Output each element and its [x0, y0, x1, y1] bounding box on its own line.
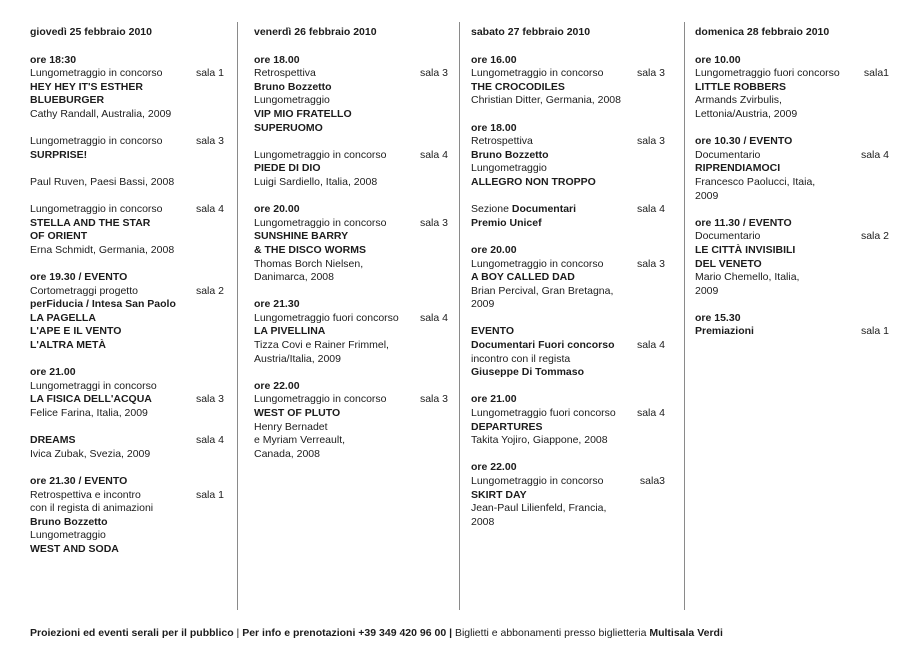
- column-divider: [237, 22, 238, 610]
- schedule-text: Paul Ruven, Paesi Bassi, 2008: [30, 175, 175, 188]
- room-label: sala 4: [419, 311, 448, 324]
- schedule-text: 2009: [471, 298, 495, 311]
- schedule-text: Documentari: [511, 203, 577, 216]
- schedule-text: ore 18.00: [471, 121, 517, 134]
- schedule-line: [30, 176, 226, 190]
- schedule-text: incontro con il regista: [471, 352, 571, 365]
- schedule-line: [254, 421, 450, 435]
- schedule-text: Lungometraggio fuori concorso: [254, 311, 399, 324]
- schedule-line: [30, 312, 226, 326]
- schedule-line: [471, 67, 667, 81]
- footer-separator: |: [446, 627, 455, 639]
- schedule-line: [254, 353, 450, 367]
- schedule-line: [254, 203, 450, 217]
- schedule-text: Premiazioni: [695, 325, 754, 338]
- schedule-line: [471, 393, 667, 407]
- schedule-text: Retrospettiva: [254, 67, 316, 80]
- schedule-text: A BOY CALLED DAD: [471, 271, 575, 284]
- schedule-line: [254, 162, 450, 176]
- schedule-text: L'ALTRA METÀ: [30, 339, 106, 352]
- schedule-line: [471, 421, 667, 435]
- schedule-text: EVENTO: [471, 325, 514, 338]
- schedule-line: [254, 230, 450, 244]
- screening-entry: [695, 217, 891, 299]
- schedule-text: Austria/Italia, 2009: [254, 352, 341, 365]
- schedule-line: [695, 271, 891, 285]
- day-heading: sabato 27 febbraio 2010: [471, 26, 591, 38]
- schedule-line: [471, 325, 667, 339]
- schedule-text: Thomas Borch Nielsen,: [254, 257, 364, 270]
- schedule-line: [471, 94, 667, 108]
- day-column: [471, 26, 667, 543]
- room-label: sala 1: [860, 325, 889, 338]
- schedule-line: [471, 434, 667, 448]
- schedule-text: Bruno Bozzetto: [254, 80, 332, 93]
- screening-entry: [471, 325, 667, 379]
- schedule-line: [695, 162, 891, 176]
- schedule-line: [30, 135, 226, 149]
- footer-tickets: Biglietti e abbonamenti presso biglietteria: [454, 627, 650, 639]
- schedule-text: ore 21.00: [30, 366, 76, 379]
- schedule-line: [30, 81, 226, 95]
- schedule-text: Brian Percival, Gran Bretagna,: [471, 284, 614, 297]
- schedule-line: [471, 149, 667, 163]
- schedule-text: ore 21.00: [471, 393, 517, 406]
- schedule-line: [30, 489, 226, 503]
- room-label: sala 1: [195, 67, 224, 80]
- schedule-text: Lungometraggio: [254, 94, 330, 107]
- schedule-text: SURPRISE!: [30, 148, 88, 161]
- schedule-line: [471, 298, 667, 312]
- schedule-line: [254, 176, 450, 190]
- schedule-line: [254, 312, 450, 326]
- schedule-line: [471, 54, 667, 68]
- schedule-line: [695, 67, 891, 81]
- schedule-text: Bruno Bozzetto: [471, 148, 549, 161]
- schedule-text: SKIRT DAY: [471, 488, 527, 501]
- schedule-line: [471, 244, 667, 258]
- schedule-line: [30, 325, 226, 339]
- schedule-text: Retrospettiva e incontro: [30, 488, 141, 501]
- schedule-text: BLUEBURGER: [30, 94, 105, 107]
- screening-entry: [471, 122, 667, 190]
- day-column: [30, 26, 226, 570]
- room-label: sala 3: [419, 393, 448, 406]
- schedule-line: [471, 339, 667, 353]
- schedule-text: Giuseppe Di Tommaso: [471, 366, 584, 379]
- schedule-text: ore 11.30 / EVENTO: [695, 216, 792, 229]
- screening-entry: [254, 298, 450, 366]
- schedule-line: [471, 475, 667, 489]
- schedule-text: ore 20.00: [471, 243, 517, 256]
- schedule-line: [695, 217, 891, 231]
- schedule-text: ore 20.00: [254, 203, 300, 216]
- schedule-text: Ivica Zubak, Svezia, 2009: [30, 447, 151, 460]
- schedule-line: [30, 434, 226, 448]
- schedule-text: Lungometraggio in concorso: [30, 135, 163, 148]
- room-label: sala 4: [419, 148, 448, 161]
- schedule-text: LA FISICA DELL'ACQUA: [30, 393, 152, 406]
- schedule-text: SUNSHINE BARRY: [254, 230, 349, 243]
- schedule-line: [471, 353, 667, 367]
- screening-entry: [254, 203, 450, 285]
- schedule-line: [30, 502, 226, 516]
- schedule-line: [254, 434, 450, 448]
- schedule-text: perFiducia / Intesa San Paolo: [30, 298, 176, 311]
- schedule-line: [254, 448, 450, 462]
- schedule-text: Cathy Randall, Australia, 2009: [30, 107, 172, 120]
- room-label: sala 4: [636, 339, 665, 352]
- schedule-text: LITTLE ROBBERS: [695, 80, 786, 93]
- room-label: sala 3: [636, 135, 665, 148]
- screening-entry: [695, 135, 891, 203]
- schedule-line: [30, 217, 226, 231]
- schedule-line: [254, 258, 450, 272]
- schedule-text: ore 18:30: [30, 53, 77, 66]
- schedule-text: ore 21.30: [254, 298, 300, 311]
- schedule-line: [254, 122, 450, 136]
- schedule-text: Lungometraggi in concorso: [30, 379, 157, 392]
- schedule-text: Francesco Paolucci, Itaia,: [695, 175, 816, 188]
- schedule-text: Lungometraggio in concorso: [254, 216, 387, 229]
- schedule-text: ore 10.30 / EVENTO: [695, 135, 793, 148]
- schedule-text: Bruno Bozzetto: [30, 515, 108, 528]
- room-label: sala 3: [419, 216, 448, 229]
- schedule-text: ore 15.30: [695, 311, 741, 324]
- schedule-text: Christian Ditter, Germania, 2008: [471, 94, 621, 107]
- room-label: sala 4: [195, 203, 224, 216]
- schedule-line: [30, 339, 226, 353]
- schedule-text: Sezione: [471, 203, 512, 216]
- schedule-line: [471, 366, 667, 380]
- schedule-line: [30, 67, 226, 81]
- schedule-text: Lungometraggio in concorso: [471, 257, 604, 270]
- schedule-text: PIEDE DI DIO: [254, 162, 321, 175]
- screening-entry: [254, 149, 450, 190]
- schedule-text: Canada, 2008: [254, 447, 320, 460]
- schedule-line: [30, 407, 226, 421]
- screening-entry: [30, 366, 226, 420]
- schedule-text: 2008: [471, 515, 495, 528]
- schedule-line: [254, 217, 450, 231]
- schedule-line: [30, 230, 226, 244]
- screening-entry: [471, 461, 667, 529]
- schedule-text: ore 16.00: [471, 53, 517, 66]
- schedule-line: [30, 448, 226, 462]
- schedule-text: Cortometraggi progetto: [30, 284, 138, 297]
- room-label: sala 3: [419, 67, 448, 80]
- schedule-text: VIP MIO FRATELLO: [254, 107, 352, 120]
- schedule-text: STELLA AND THE STAR: [30, 216, 151, 229]
- schedule-text: Premio Unicef: [471, 216, 542, 229]
- schedule-line: [30, 475, 226, 489]
- schedule-line: [695, 135, 891, 149]
- schedule-line: [695, 54, 891, 68]
- schedule-line: [695, 230, 891, 244]
- schedule-text: Henry Bernadet: [254, 420, 328, 433]
- schedule-text: DREAMS: [30, 434, 76, 447]
- schedule-line: [471, 516, 667, 530]
- schedule-text: ore 10.00: [695, 53, 741, 66]
- schedule-text: DEPARTURES: [471, 420, 543, 433]
- schedule-text: 2009: [695, 189, 719, 202]
- schedule-line: [471, 81, 667, 95]
- schedule-line: [695, 312, 891, 326]
- schedule-text: Takita Yojiro, Giappone, 2008: [471, 434, 608, 447]
- screening-entry: [30, 434, 226, 461]
- schedule-line: [695, 176, 891, 190]
- schedule-text: Lungometraggio in concorso: [254, 148, 387, 161]
- room-label: sala 3: [636, 257, 665, 270]
- schedule-line: [471, 489, 667, 503]
- room-label: sala 2: [860, 230, 889, 243]
- footer-venue: Multisala Verdi: [649, 627, 723, 639]
- schedule-text: Armands Zvirbulis,: [695, 94, 782, 107]
- day-heading: domenica 28 febbraio 2010: [695, 26, 830, 38]
- room-label: sala 1: [195, 488, 224, 501]
- schedule-text: & THE DISCO WORMS: [254, 243, 366, 256]
- screening-entry: [471, 393, 667, 447]
- schedule-line: [254, 339, 450, 353]
- schedule-text: ALLEGRO NON TROPPO: [471, 175, 596, 188]
- schedule-line: [30, 298, 226, 312]
- schedule-text: WEST OF PLUTO: [254, 407, 341, 420]
- schedule-text: Documentari Fuori concorso: [471, 339, 615, 352]
- schedule-text: LA PIVELLINA: [254, 325, 326, 338]
- schedule-line: [254, 108, 450, 122]
- schedule-line: [695, 285, 891, 299]
- schedule-line: [254, 298, 450, 312]
- schedule-text: OF ORIENT: [30, 230, 88, 243]
- schedule-text: DEL VENETO: [695, 257, 762, 270]
- schedule-line: [30, 271, 226, 285]
- screening-entry: [471, 203, 667, 230]
- day-column: [695, 26, 891, 353]
- screening-entry: [30, 203, 226, 257]
- schedule-text: HEY HEY IT'S ESTHER: [30, 80, 143, 93]
- screening-entry: [30, 475, 226, 557]
- schedule-line: [471, 502, 667, 516]
- schedule-line: [695, 94, 891, 108]
- schedule-text: Lettonia/Austria, 2009: [695, 107, 798, 120]
- schedule-line: [695, 258, 891, 272]
- schedule-line: [30, 94, 226, 108]
- schedule-line: [695, 325, 891, 339]
- schedule-line: [30, 543, 226, 557]
- schedule-text: Documentario: [695, 148, 761, 161]
- schedule-line: [471, 162, 667, 176]
- schedule-text: ore 22.00: [471, 461, 517, 474]
- schedule-line: [254, 54, 450, 68]
- schedule-text: LA PAGELLA: [30, 311, 96, 324]
- schedule-line: [254, 380, 450, 394]
- schedule-text: SUPERUOMO: [254, 121, 323, 134]
- footer-public-screenings: Proiezioni ed eventi serali per il pubblico: [30, 627, 234, 639]
- schedule-line: [471, 122, 667, 136]
- schedule-line: [471, 271, 667, 285]
- schedule-line: [471, 217, 667, 231]
- schedule-text: Retrospettiva: [471, 135, 533, 148]
- schedule-text: RIPRENDIAMOCI: [695, 162, 781, 175]
- schedule-text: e Myriam Verreault,: [254, 434, 346, 447]
- schedule-line: [30, 162, 226, 176]
- schedule-text: ore 18.00: [254, 53, 300, 66]
- schedule-text: Lungometraggio in concorso: [471, 475, 604, 487]
- schedule-text: Lungometraggio fuori concorso: [695, 67, 840, 80]
- screening-entry: [30, 54, 226, 122]
- column-divider: [459, 22, 460, 610]
- schedule-text: con il regista di animazioni: [30, 502, 154, 515]
- column-divider: [684, 22, 685, 610]
- schedule-text: Luigi Sardiello, Italia, 2008: [254, 175, 378, 188]
- schedule-line: [30, 366, 226, 380]
- schedule-text: THE CROCODILES: [471, 80, 565, 93]
- schedule-line: [254, 149, 450, 163]
- schedule-line: [30, 203, 226, 217]
- room-label: sala 4: [636, 407, 665, 420]
- screening-entry: [695, 54, 891, 122]
- schedule-text: Lungometraggio in concorso: [254, 393, 387, 406]
- schedule-text: Mario Chemello, Italia,: [695, 271, 800, 284]
- footer: [30, 627, 723, 641]
- schedule-line: [30, 108, 226, 122]
- schedule-text: 2009: [695, 284, 719, 297]
- schedule-text: ore 21.30 / EVENTO: [30, 475, 128, 487]
- schedule-line: [471, 285, 667, 299]
- schedule-line: [254, 407, 450, 421]
- schedule-line: [695, 149, 891, 163]
- schedule-line: [254, 81, 450, 95]
- schedule-line: [30, 285, 226, 299]
- schedule-line: [30, 244, 226, 258]
- schedule-line: [254, 94, 450, 108]
- schedule-text: Lungometraggio in concorso: [30, 67, 163, 80]
- schedule-text: Tizza Covi e Rainer Frimmel,: [254, 339, 389, 352]
- schedule-line: [30, 54, 226, 68]
- screening-entry: [254, 380, 450, 462]
- schedule-line: [30, 380, 226, 394]
- schedule-line: [471, 407, 667, 421]
- screening-entry: [471, 54, 667, 108]
- schedule-text: Lungometraggio in concorso: [30, 203, 163, 216]
- schedule-line: [30, 529, 226, 543]
- schedule-text: L'APE E IL VENTO: [30, 325, 122, 338]
- schedule-line: [471, 203, 667, 217]
- room-label: sala 4: [195, 434, 224, 447]
- schedule-text: Jean-Paul Lilienfeld, Francia,: [471, 502, 607, 515]
- footer-separator: |: [233, 627, 243, 639]
- day-heading: venerdì 26 febbraio 2010: [254, 26, 377, 38]
- schedule-line: [471, 176, 667, 190]
- schedule-text: ore 22.00: [254, 379, 300, 392]
- schedule-text: Lungometraggio: [471, 162, 547, 175]
- screening-entry: [471, 244, 667, 312]
- schedule-text: Felice Farina, Italia, 2009: [30, 407, 148, 420]
- room-label: sala 4: [636, 203, 665, 216]
- screening-entry: [30, 135, 226, 189]
- schedule-text: WEST AND SODA: [30, 542, 119, 555]
- schedule-text: LE CITTÀ INVISIBILI: [695, 243, 796, 256]
- schedule-line: [471, 461, 667, 475]
- room-label: sala 3: [636, 67, 665, 80]
- schedule-text: Lungometraggio: [30, 529, 106, 542]
- schedule-line: [471, 135, 667, 149]
- schedule-line: [695, 190, 891, 204]
- schedule-text: ore 19.30 / EVENTO: [30, 271, 128, 284]
- screening-entry: [695, 312, 891, 339]
- schedule-line: [30, 393, 226, 407]
- schedule-text: Lungometraggio fuori concorso: [471, 407, 616, 420]
- schedule-text: Lungometraggio in concorso: [471, 67, 604, 80]
- room-label: sala 3: [195, 135, 224, 148]
- room-label: sala3: [639, 475, 665, 487]
- room-label: sala 2: [195, 284, 224, 297]
- schedule-line: [254, 393, 450, 407]
- schedule-line: [30, 149, 226, 163]
- room-label: sala 3: [195, 393, 224, 406]
- day-column: [254, 26, 450, 475]
- schedule-line: [254, 244, 450, 258]
- schedule-line: [254, 325, 450, 339]
- schedule-text: Danimarca, 2008: [254, 271, 334, 284]
- day-heading: giovedì 25 febbraio 2010: [30, 26, 152, 38]
- schedule-line: [695, 244, 891, 258]
- schedule-text: Erna Schmidt, Germania, 2008: [30, 243, 175, 256]
- schedule-line: [30, 516, 226, 530]
- footer-info-phone: Per info e prenotazioni +39 349 420 96 00: [242, 627, 447, 639]
- screening-entry: [254, 54, 450, 136]
- room-label: sala 4: [860, 148, 889, 161]
- schedule-line: [254, 271, 450, 285]
- schedule-line: [695, 81, 891, 95]
- schedule-line: [695, 108, 891, 122]
- screening-entry: [30, 271, 226, 353]
- schedule-text: Documentario: [695, 230, 761, 243]
- room-label: sala1: [863, 67, 889, 80]
- schedule-line: [254, 67, 450, 81]
- schedule-line: [471, 258, 667, 272]
